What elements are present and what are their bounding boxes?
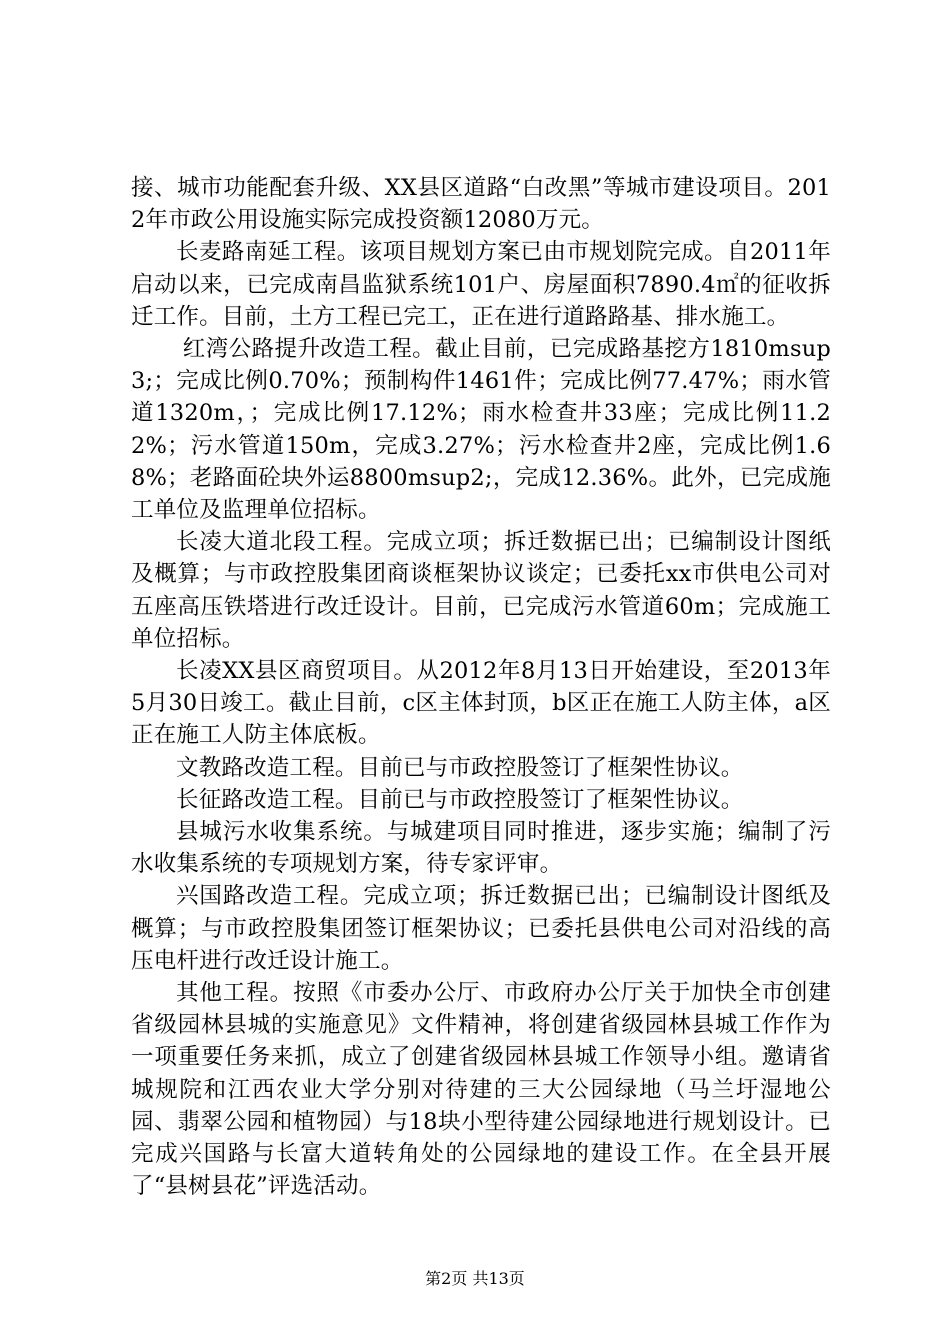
- paragraph-changling-avenue: 长凌大道北段工程。完成立项；拆迁数据已出；已编制设计图纸及概算；与市政控股集团商谈框架协议谈定；已委托xx市供电公司对五座高压铁塔进行改迁设计。目前，已完成污水管道60m；完成施工单位招标。: [131, 529, 831, 652]
- document-body: [131, 172, 831, 1203]
- paragraph-commerce-project: 长凌XX县区商贸项目。从2012年8月13日开始建设，至2013年5月30日竣工。截止目前，c区主体封顶，b区正在施工人防主体，a区正在施工人防主体底板。: [131, 658, 831, 749]
- paragraph-other-projects: 其他工程。按照《市委办公厅、市政府办公厅关于加快全市创建省级园林县城的实施意见》文件精神，将创建省级园林县城工作作为一项重要任务来抓，成立了创建省级园林县城工作领导小组。邀请省城规院和江西农业大学分别对待建的三大公园绿地（马兰圩湿地公园、翡翠公园和植物园）与18块小型待建公园绿地进行规划设计。已完成兴国路与长富大道转角处的公园绿地的建设工作。在全县开展了“县树县花”评选活动。: [131, 980, 831, 1200]
- paragraph-continuation: 接、城市功能配套升级、XX县区道路“白改黑”等城市建设项目。2012年市政公用设施实际完成投资额12080万元。: [131, 175, 831, 234]
- paragraph-sewage-system: 县城污水收集系统。与城建项目同时推进，逐步实施；编制了污水收集系统的专项规划方案，待专家评审。: [131, 819, 831, 878]
- paragraph-changzheng-road: 长征路改造工程。目前已与市政控股签订了框架性协议。: [176, 786, 744, 813]
- paragraph-changmai-road: 长麦路南延工程。该项目规划方案已由市规划院完成。自2011年启动以来，已完成南昌监狱系统101户、房屋面积7890.4㎡的征收拆迁工作。目前，土方工程已完工，正在进行道路路基、排水施工。: [131, 239, 831, 330]
- paragraph-xingguo-road: 兴国路改造工程。完成立项；拆迁数据已出；已编制设计图纸及概算；与市政控股集团签订框架协议；已委托县供电公司对沿线的高压电杆进行改迁设计施工。: [131, 883, 831, 974]
- paragraph-wenjiao-road: 文教路改造工程。目前已与市政控股签订了框架性协议。: [176, 754, 744, 781]
- page-number: 第2页 共13页: [425, 1269, 525, 1288]
- paragraph-hongwan-road: 红湾公路提升改造工程。截止目前，已完成路基挖方1810msup3;；完成比例0.70%；预制构件1461件；完成比例77.47%；雨水管道1320m，；完成比例17.12%；雨水检查井33座；完成比例11.22%；污水管道150m，完成3.27%；污水检查井2座，完成比例1.68%；老路面砼块外运8800msup2;，完成12.36%。此外，已完成施工单位及监理单位招标。: [131, 336, 831, 524]
